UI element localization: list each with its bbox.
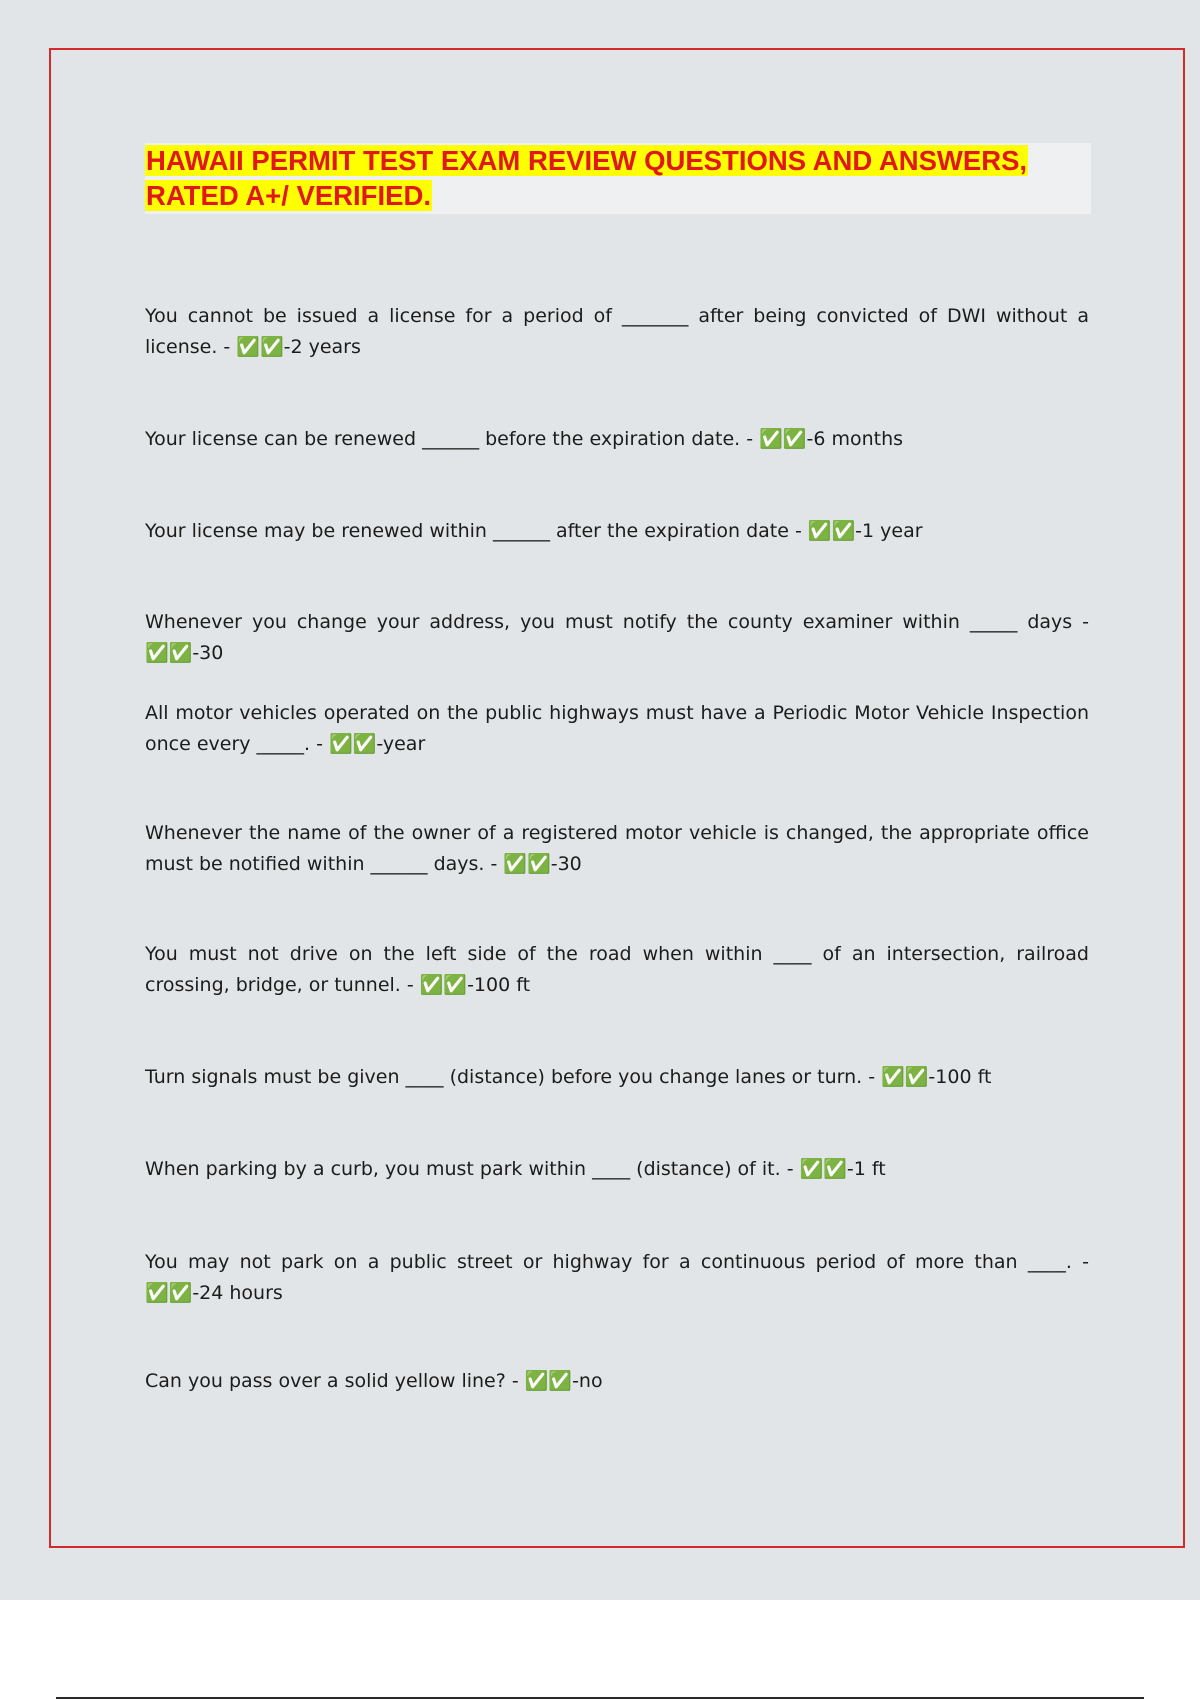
question-answer-item: When parking by a curb, you must park within ____ (distance) of it. - ✅✅-1 ft: [145, 1158, 886, 1180]
question-answer-item: Your license can be renewed ______ before the expiration date. - ✅✅-6 months: [145, 428, 904, 450]
page-border-frame: [49, 48, 1185, 1548]
question-answer-item: You must not drive on the left side of the road when within ____ of an intersection, railroad crossing, bridge, or tunnel. - ✅✅-100 ft: [145, 943, 1089, 996]
question-answer-item: You cannot be issued a license for a period of _______ after being convicted of DWI without a license. - ✅✅-2 years: [145, 305, 1089, 358]
title-block: [145, 143, 1091, 214]
question-answer-item: Whenever the name of the owner of a registered motor vehicle is changed, the appropriate office must be notified within ______ days. - ✅✅-30: [145, 822, 1089, 875]
question-answer-item: You may not park on a public street or highway for a continuous period of more than ____. - ✅✅-24 hours: [145, 1251, 1089, 1304]
question-answer-item: Turn signals must be given ____ (distance) before you change lanes or turn. - ✅✅-100 ft: [145, 1066, 992, 1088]
question-answer-item: Can you pass over a solid yellow line? - ✅✅-no: [145, 1370, 603, 1392]
title-highlight: HAWAII PERMIT TEST EXAM REVIEW QUESTIONS AND ANSWERS, RATED A+/ VERIFIED.: [146, 145, 1028, 211]
question-answer-item: Whenever you change your address, you must notify the county examiner within _____ days - ✅✅-30: [145, 611, 1089, 664]
document-title: [145, 143, 1091, 213]
footer-divider: [56, 1697, 1144, 1699]
question-answer-item: Your license may be renewed within ______ after the expiration date - ✅✅-1 year: [145, 520, 923, 542]
question-answer-item: All motor vehicles operated on the public highways must have a Periodic Motor Vehicle Inspection once every _____. - ✅✅-year: [145, 702, 1089, 755]
